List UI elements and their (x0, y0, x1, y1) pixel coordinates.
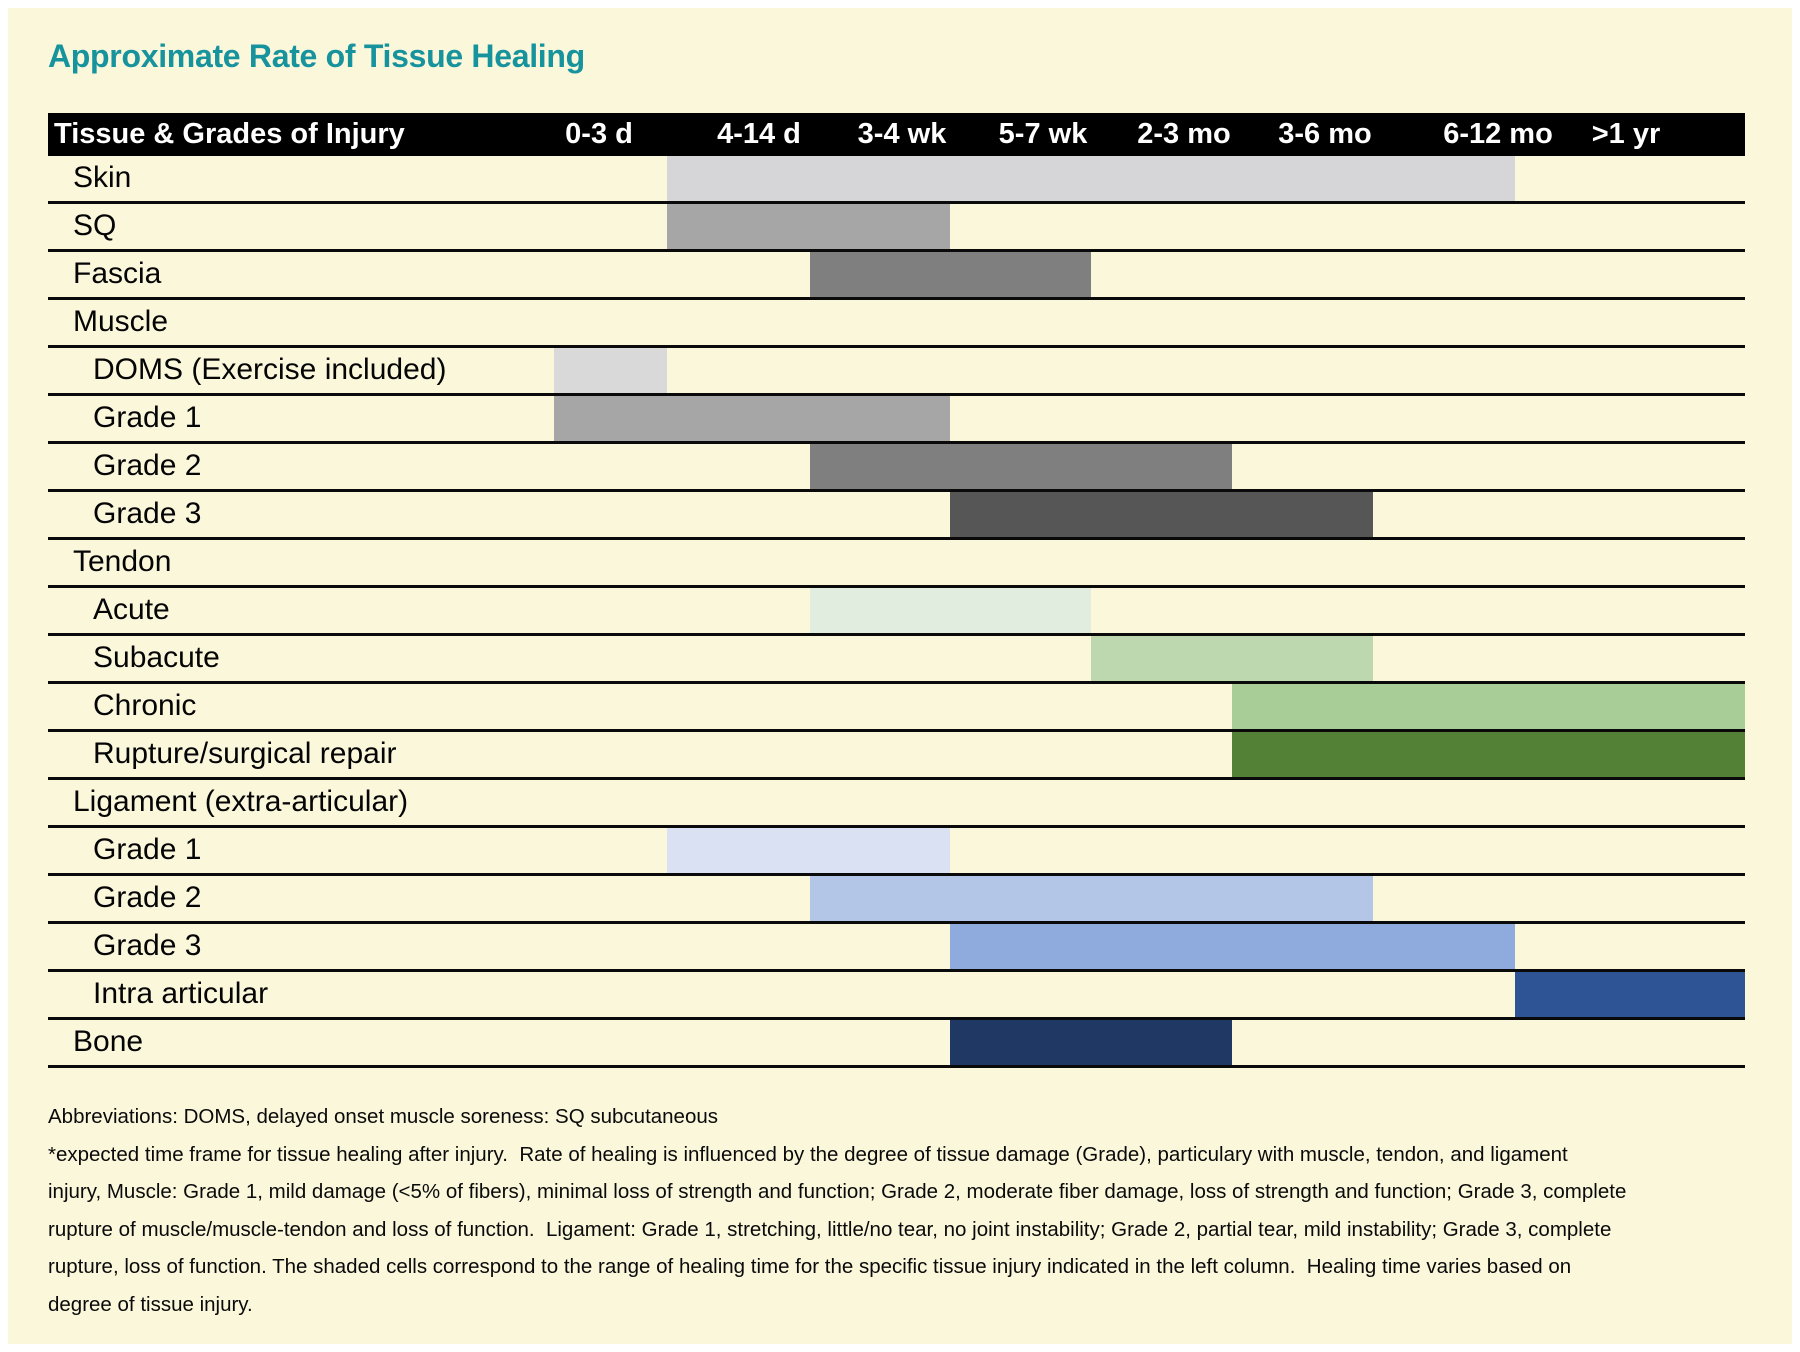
healing-bar (810, 444, 1232, 489)
header-tissue-column-label: Tissue & Grades of Injury (54, 118, 405, 150)
healing-table (48, 113, 1745, 1068)
row-label: Tendon (73, 545, 172, 578)
row-label: Grade 3 (93, 497, 202, 530)
table-row (48, 444, 1745, 492)
healing-bar (1232, 684, 1745, 729)
row-label: Rupture/surgical repair (93, 737, 397, 770)
header-time-column-label: 0-3 d (565, 118, 633, 150)
table-row (48, 156, 1745, 204)
healing-bar (667, 204, 950, 249)
chart-title: Approximate Rate of Tissue Healing (48, 38, 585, 74)
header-time-column-label: 4-14 d (717, 118, 801, 150)
table-row (48, 876, 1745, 924)
chart-panel (8, 8, 1792, 1344)
table-row (48, 300, 1745, 348)
header-time-column-label: 3-4 wk (857, 118, 947, 150)
table-row (48, 396, 1745, 444)
footnotes (48, 1098, 1768, 1323)
row-label: Grade 1 (93, 401, 202, 434)
table-row (48, 204, 1745, 252)
row-label: Intra articular (93, 977, 269, 1010)
footnote-line: rupture, loss of function. The shaded cells correspond to the range of healing time for the specific tissue injury indicated in the left column. Healing time varies based on (48, 1255, 1572, 1278)
healing-bar (1232, 732, 1745, 777)
table-row (48, 972, 1745, 1020)
header-time-column-label: >1 yr (1591, 118, 1661, 150)
header-time-column-label: 6-12 mo (1443, 118, 1553, 150)
row-label: Muscle (73, 305, 169, 338)
footnote-line: Abbreviations: DOMS, delayed onset muscle soreness: SQ subcutaneous (48, 1105, 719, 1128)
table-row (48, 924, 1745, 972)
row-label: SQ (73, 209, 117, 242)
table-row (48, 636, 1745, 684)
healing-bar (1515, 972, 1745, 1017)
row-label: Ligament (extra-articular) (73, 785, 409, 818)
row-label: Chronic (93, 689, 197, 722)
footnote-line: *expected time frame for tissue healing after injury. Rate of healing is influenced by the degree of tissue damage (Grade), particulary with muscle, tendon, and ligament (48, 1142, 1568, 1166)
footnote-line: rupture of muscle/muscle-tendon and loss of function. Ligament: Grade 1, stretching, little/no tear, no joint instability; Grade 2, partial tear, mild instability; Grade 3, complete (48, 1217, 1612, 1241)
healing-bar (950, 1020, 1232, 1065)
healing-bar (810, 876, 1373, 921)
healing-bar (950, 924, 1515, 969)
healing-bar (810, 588, 1091, 633)
row-label: Grade 2 (93, 881, 202, 914)
table-row (48, 348, 1745, 396)
row-label: Subacute (93, 641, 220, 674)
table-row (48, 780, 1745, 828)
healing-bar (667, 156, 1515, 201)
row-label: Skin (73, 161, 132, 194)
table-row (48, 732, 1745, 780)
row-label: Fascia (73, 257, 162, 290)
table-row (48, 252, 1745, 300)
healing-bar (554, 396, 950, 441)
table-body (48, 156, 1745, 1068)
healing-bar (950, 492, 1373, 537)
table-row (48, 1020, 1745, 1068)
healing-bar (667, 828, 950, 873)
header-time-column-label: 5-7 wk (998, 118, 1088, 150)
healing-bar (810, 252, 1091, 297)
footnote-line: injury, Muscle: Grade 1, mild damage (<5% of fibers), minimal loss of strength and function; Grade 2, moderate fiber damage, loss of strength and function; Grade 3, complete (48, 1180, 1627, 1203)
healing-bar (554, 348, 667, 393)
header-time-column-label: 3-6 mo (1278, 118, 1372, 150)
row-label: Grade 1 (93, 833, 202, 866)
table-row (48, 540, 1745, 588)
row-label: Grade 2 (93, 449, 202, 482)
table-row (48, 828, 1745, 876)
row-label: Bone (73, 1025, 144, 1058)
row-label: Grade 3 (93, 929, 202, 962)
row-label: Acute (93, 593, 170, 626)
row-label: DOMS (Exercise included) (93, 353, 447, 386)
table-row (48, 492, 1745, 540)
table-header-row (48, 113, 1745, 156)
footnote-line: degree of tissue injury. (48, 1292, 253, 1316)
healing-bar (1091, 636, 1373, 681)
table-row (48, 588, 1745, 636)
header-time-column-label: 2-3 mo (1137, 118, 1231, 150)
table-row (48, 684, 1745, 732)
